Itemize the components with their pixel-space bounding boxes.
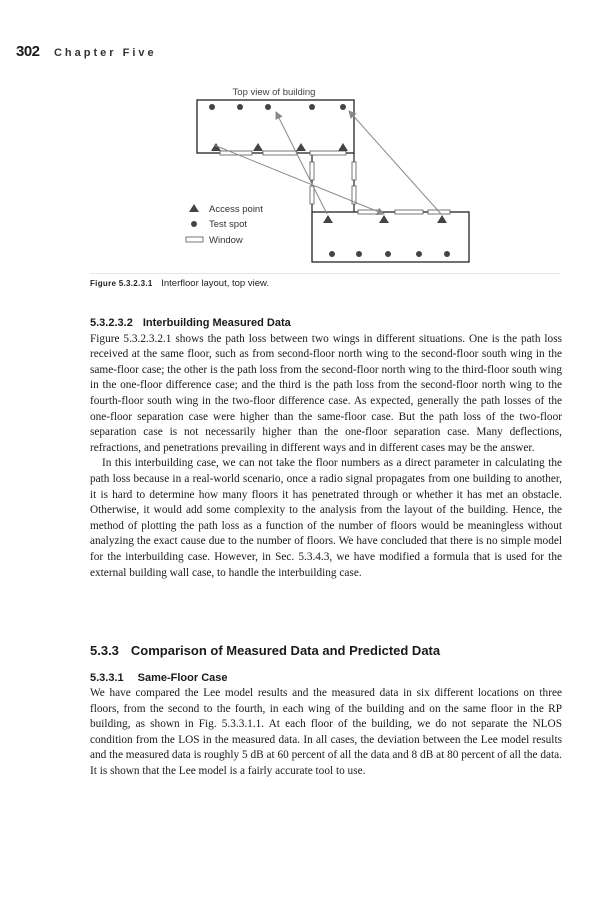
caption-rule — [90, 273, 560, 274]
legend-window-label: Window — [209, 235, 243, 246]
interfloor-layout-figure — [0, 0, 613, 290]
window — [263, 151, 297, 155]
section-title: Same-Floor Case — [137, 672, 228, 684]
test-spot — [237, 104, 243, 110]
figure-caption — [90, 278, 560, 289]
figure-caption-text: Interfloor layout, top view. — [161, 278, 269, 289]
test-spot — [329, 251, 335, 257]
legend-access-point-label: Access point — [209, 204, 263, 215]
test-spot — [309, 104, 315, 110]
test-spot — [385, 251, 391, 257]
signal-path-arrow — [349, 111, 441, 214]
page-number: 302 — [16, 43, 40, 60]
legend-test-spot-label: Test spot — [209, 219, 248, 230]
window — [310, 162, 314, 180]
figure-caption-label: Figure 5.3.2.3.1 — [90, 279, 153, 288]
test-spot — [416, 251, 422, 257]
figure-title: Top view of building — [232, 87, 316, 98]
signal-path-arrow — [276, 112, 327, 214]
access-point — [323, 215, 333, 223]
legend-test-spot-icon — [191, 221, 197, 227]
window — [310, 186, 314, 204]
section-title: Interbuilding Measured Data — [142, 317, 291, 329]
legend-access-point-icon — [189, 204, 199, 212]
paragraph: In this interbuilding case, we can not take the floor numbers as a direct parameter in calculating the path loss because in a real-world scenario, once a radio signal propagates from one building to another, it is hard to determine how many floors it has penetrated through or whether it has met an obstacle. Otherwise, it would add some complexity to the analysis from the layout of the building. Hence, the method of plotting the path loss as a function of the number of floors would be meaningless without analyzing the exact cause due to the number of floors. We have concluded that there is no simple model for the interbuilding case. However, in Sec. 5.3.4.3, we have modified a formula that is used for the external building wall case, to handle the interbuilding case. — [90, 457, 562, 579]
section-interbuilding — [90, 316, 562, 581]
window — [395, 210, 423, 214]
access-point — [437, 215, 447, 223]
section-number: 5.3.3.1 — [90, 672, 124, 684]
chapter-title: Chapter Five — [53, 47, 157, 59]
test-spot — [444, 251, 450, 257]
paragraph: Figure 5.3.2.3.2.1 shows the path loss between two wings in different situations. One is the path loss received at the same floor, such as from second-floor north wing to the second-floor south wing in the same-floor case; the other is the path loss from the second-floor north wing to the third-floor south wing in the one-floor difference case; and the third is the path loss from the second-floor north wing to the fourth-floor south wing in the two-floor difference case. As expected, generally the path losses of the one-floor separation case were higher than the same-floor case. But the path loss of the two-floor separation case is not necessarily higher than the one-floor separation case. Many deflections, refractions, and penetrations prevailing in different ways and in different cases may be the answer. — [90, 332, 562, 454]
section-number: 5.3.2.3.2 — [90, 317, 133, 329]
north-wing — [197, 100, 354, 153]
access-point — [253, 143, 263, 151]
test-spot — [356, 251, 362, 257]
section-number: 5.3.3 — [90, 643, 119, 658]
section-title: Comparison of Measured Data and Predicted Data — [130, 643, 441, 658]
section-same-floor-body — [90, 686, 562, 780]
section-heading-same-floor — [90, 672, 228, 684]
paragraph: We have compared the Lee model results and the measured data in six different locations on three floors, from the second to the fourth, in each wing of the building and on the same floor in the RP building, as shown in Fig. 5.3.3.1.1. At each floor of the building, we do not separate the NLOS condition from the LOS in the measured data. In all cases, the deviation between the Lee model results and the measured data is roughly 5 dB at 60 percent of all the data and 8 dB at 80 percent of all the data. It is shown that the Lee model is a fairly accurate tool to use. — [90, 687, 562, 777]
access-point — [296, 143, 306, 151]
test-spot — [209, 104, 215, 110]
access-point — [379, 215, 389, 223]
legend-window-icon — [186, 237, 203, 242]
section-heading-comparison — [90, 643, 440, 658]
window — [310, 151, 346, 155]
test-spot — [265, 104, 271, 110]
access-point — [338, 143, 348, 151]
section-heading — [90, 316, 562, 332]
window — [352, 162, 356, 180]
test-spot — [340, 104, 346, 110]
